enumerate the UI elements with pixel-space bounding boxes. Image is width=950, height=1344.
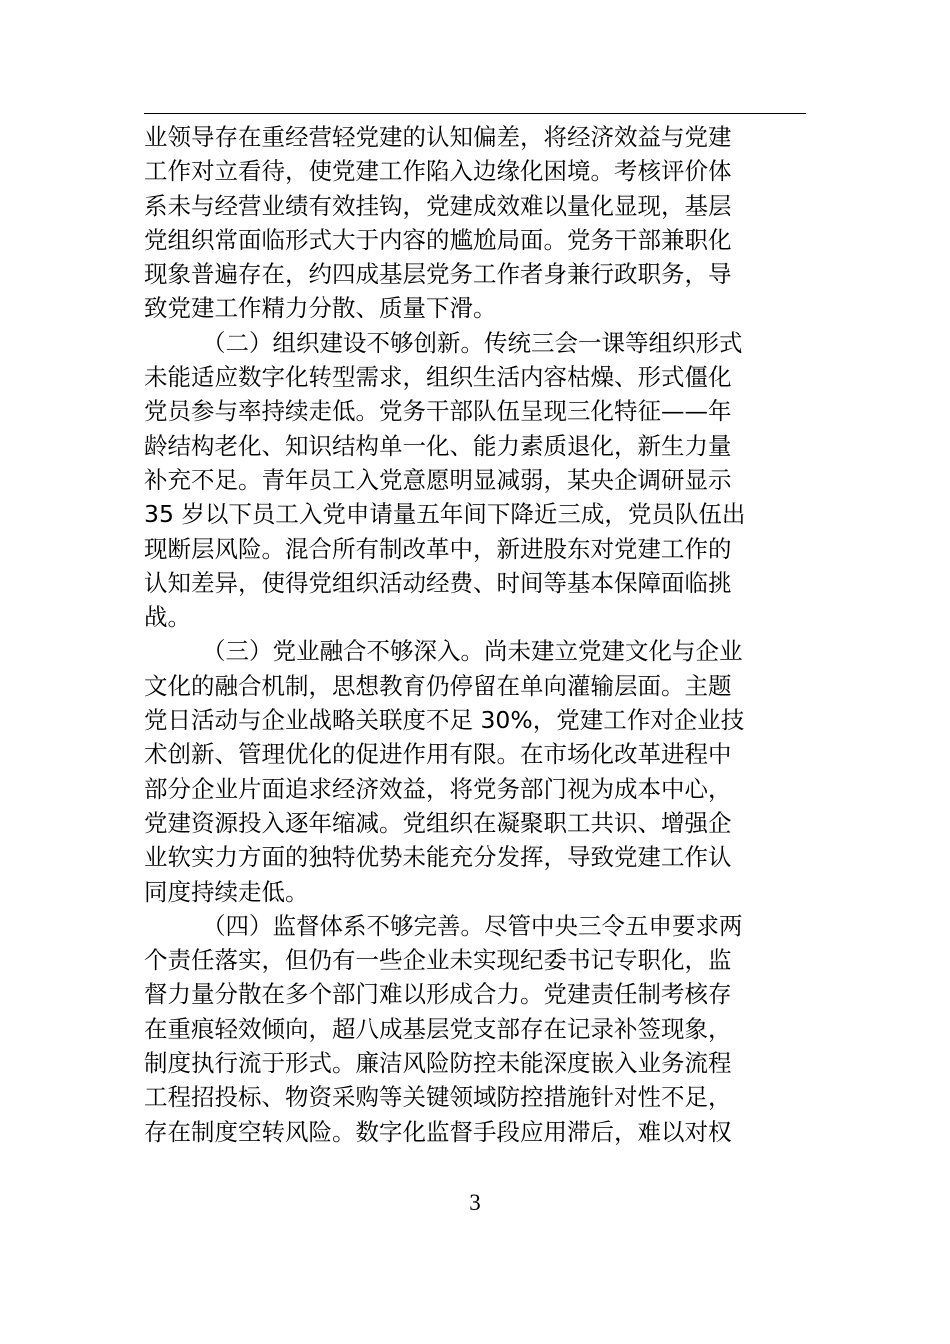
text-line: 术创新、管理优化的促进作用有限。在市场化改革进程中 [144,740,732,769]
text-line: 党建资源投入逐年缩减。党组织在凝聚职工共识、增强企 [144,808,732,837]
text-line: 龄结构老化、知识结构单一化、能力素质退化，新生力量 [144,431,732,460]
text-line: 认知差异，使得党组织活动经费、时间等基本保障面临挑 [144,568,732,597]
text-line: 党日活动与企业战略关联度不足 30%，党建工作对企业技 [144,706,745,735]
text-line: 战。 [144,603,191,632]
header-rule [144,113,806,114]
section-heading-line: （四）监督体系不够完善。尽管中央三令五申要求两 [202,911,743,940]
text-line: 文化的融合机制，思想教育仍停留在单向灌输层面。主题 [144,671,732,700]
text-line: 现象普遍存在，约四成基层党务工作者身兼行政职务，导 [144,260,732,289]
text-line: 党员参与率持续走低。党务干部队伍呈现三化特征——年 [144,397,732,426]
text-line: 同度持续走低。 [144,877,309,906]
body-text [144,120,806,1149]
page-number: 3 [469,1190,481,1215]
text-line: 现断层风险。混合所有制改革中，新进股东对党建工作的 [144,534,732,563]
text-line: 督力量分散在多个部门难以形成合力。党建责任制考核存 [144,980,732,1009]
text-line: 存在制度空转风险。数字化监督手段应用滞后，难以对权 [144,1117,732,1146]
text-line: 业领导存在重经营轻党建的认知偏差，将经济效益与党建 [144,123,732,151]
section-heading-line: （二）组织建设不够创新。传统三会一课等组织形式 [202,328,743,357]
section-heading-line: （三）党业融合不够深入。尚未建立党建文化与企业 [202,637,743,666]
text-line: 部分企业片面追求经济效益，将党务部门视为成本中心， [144,774,732,803]
text-line: 业软实力方面的独特优势未能充分发挥，导致党建工作认 [144,843,732,872]
text-line: 工程招投标、物资采购等关键领域防控措施针对性不足， [144,1083,732,1112]
text-line: 系未与经营业绩有效挂钩，党建成效难以量化显现，基层 [144,191,732,220]
text-line: 未能适应数字化转型需求，组织生活内容枯燥、形式僵化 [144,363,732,392]
text-line: 个责任落实，但仍有一些企业未实现纪委书记专职化，监 [144,946,732,975]
text-line: 制度执行流于形式。廉洁风险防控未能深度嵌入业务流程 [144,1049,732,1078]
text-line: 工作对立看待，使党建工作陷入边缘化困境。考核评价体 [144,157,732,186]
text-line: 在重痕轻效倾向，超八成基层党支部存在记录补签现象， [144,1014,732,1043]
text-line: 补充不足。青年员工入党意愿明显减弱，某央企调研显示 [144,465,732,494]
text-line: 致党建工作精力分散、质量下滑。 [144,294,497,323]
text-line: 党组织常面临形式大于内容的尴尬局面。党务干部兼职化 [144,225,732,254]
text-line: 35 岁以下员工入党申请量五年间下降近三成，党员队伍出 [144,500,746,529]
